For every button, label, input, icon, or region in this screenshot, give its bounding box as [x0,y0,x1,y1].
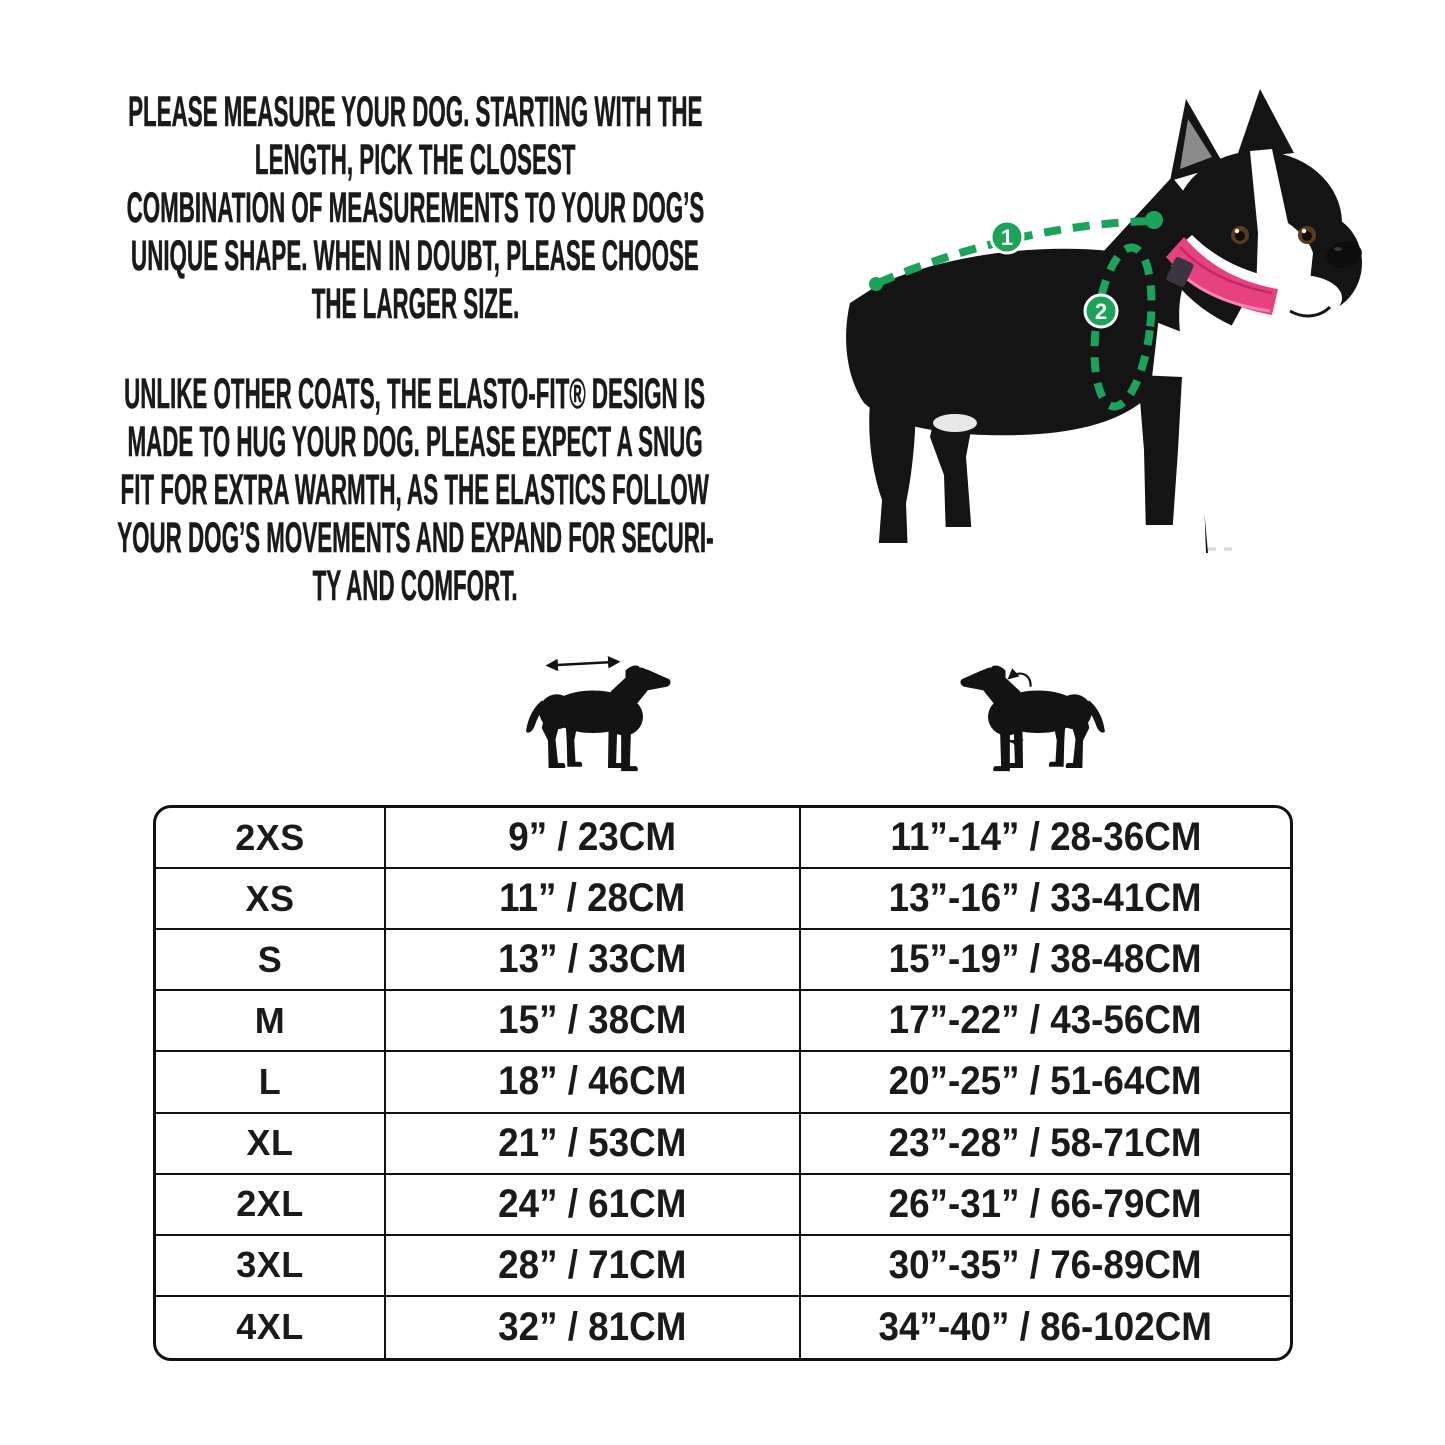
size-cell: 3XL [156,1236,386,1297]
length-cell: 32” / 81CM [386,1297,801,1358]
marker-1-label: 1 [1000,225,1014,250]
measure-photo [820,85,1390,585]
girth-cell: 30”-35” / 76-89CM [801,1236,1290,1297]
fit-note-line: MADE TO HUG YOUR DOG. PLEASE EXPECT A SNUG [127,418,703,466]
length-cell: 13” / 33CM [386,930,801,991]
girth-cell: 11”-14” / 28-36CM [801,808,1290,869]
size-cell: 4XL [156,1297,386,1358]
length-line-end-dot [1145,211,1163,229]
girth-cell: 20”-25” / 51-64CM [801,1052,1290,1113]
intro-line: PLEASE MEASURE YOUR DOG. STARTING WITH THE [127,88,703,136]
length-cell: 9” / 23CM [386,808,801,869]
intro-line: COMBINATION OF MEASUREMENTS TO YOUR DOG’S [126,184,704,232]
length-legend-icon [523,653,673,778]
size-cell: M [156,991,386,1052]
girth-cell: 23”-28” / 58-71CM [801,1114,1290,1175]
size-chart-table [153,805,1293,1361]
size-cell: XL [156,1114,386,1175]
size-cell: S [156,930,386,991]
intro-paragraph [55,88,775,328]
dog-silhouette [526,666,670,772]
fit-note-line: FIT FOR EXTRA WARMTH, AS THE ELASTICS FOLLOW [120,466,710,514]
length-cell: 18” / 46CM [386,1052,801,1113]
marker-1-badge [991,221,1023,253]
fit-note-line: UNLIKE OTHER COATS, THE ELASTO-FIT® DESIGN IS [124,370,706,418]
length-cell: 21” / 53CM [386,1114,801,1175]
size-cell: 2XL [156,1175,386,1236]
marker-2-badge [1085,295,1117,327]
size-cell: L [156,1052,386,1113]
size-cell: 2XS [156,808,386,869]
length-cell: 28” / 71CM [386,1236,801,1297]
length-arrow-icon [548,662,618,666]
fit-note-line: YOUR DOG’S MOVEMENTS AND EXPAND FOR SECURI- [116,514,714,562]
intro-line: LENGTH, PICK THE CLOSEST [254,136,576,184]
size-cell: XS [156,869,386,930]
length-line-start-dot [869,277,883,291]
length-cell: 15” / 38CM [386,991,801,1052]
intro-line: UNIQUE SHAPE. WHEN IN DOUBT, PLEASE CHOOSE [131,232,699,280]
length-cell: 24” / 61CM [386,1175,801,1236]
intro-line: THE LARGER SIZE. [311,280,519,328]
girth-cell: 34”-40” / 86-102CM [878,1304,1213,1349]
girth-cell: 26”-31” / 66-79CM [801,1175,1290,1236]
dog-silhouette [960,666,1104,772]
fit-note-line: TY AND COMFORT. [312,562,518,610]
girth-cell: 17”-22” / 43-56CM [801,991,1290,1052]
marker-2-label: 2 [1094,299,1108,324]
fit-note-paragraph [55,370,775,610]
girth-cell: 13”-16” / 33-41CM [801,869,1290,930]
girth-cell: 15”-19” / 38-48CM [801,930,1290,991]
length-cell: 11” / 28CM [386,869,801,930]
girth-legend-icon [958,653,1108,778]
